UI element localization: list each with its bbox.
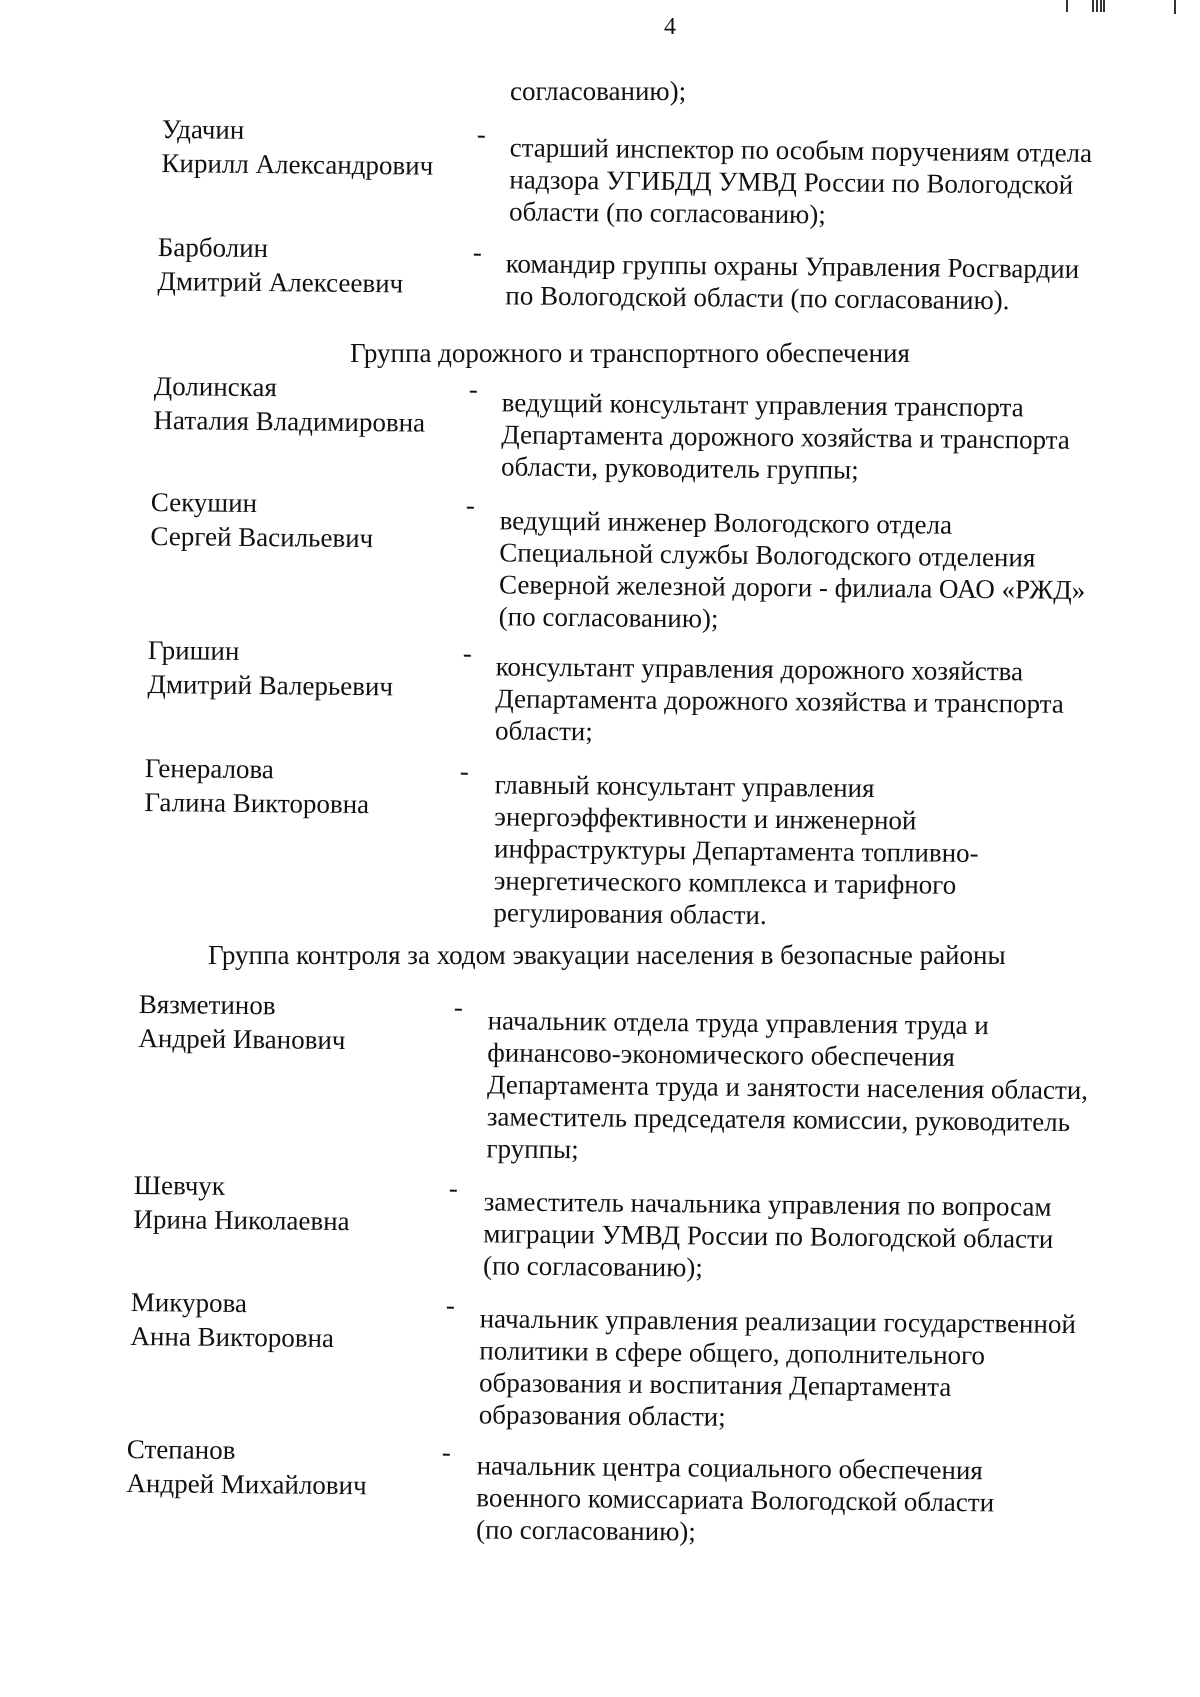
entry-dash: - [476, 119, 486, 150]
member-name [144, 751, 369, 821]
member-position: заместитель начальника управления по вопросам миграции УМВД России по Вологодской области (по согласованию); [482, 1186, 1054, 1283]
member-name [130, 1285, 334, 1355]
entry-dash: - [448, 1173, 458, 1204]
member-position: консультант управления дорожного хозяйства Департамента дорожного хозяйства и транспорта области; [494, 651, 1065, 747]
member-last-name: Вязметинов [138, 988, 276, 1021]
entry-dash: - [459, 756, 469, 787]
member-last-name: Степанов [126, 1433, 236, 1466]
member-last-name: Гришин [147, 634, 240, 666]
member-first-name: Дмитрий Валерьевич [147, 668, 394, 702]
member-name [133, 1168, 350, 1238]
entry-dash: - [453, 992, 463, 1023]
member-last-name: Секушин [150, 486, 258, 519]
continuation-text: согласованию); [510, 76, 687, 106]
scan-edge-marks [1062, 0, 1182, 14]
member-first-name: Андрей Иванович [138, 1022, 346, 1055]
member-name [157, 230, 403, 300]
member-last-name: Микурова [130, 1286, 248, 1319]
entry-dash: - [472, 237, 482, 268]
member-first-name: Анна Викторовна [130, 1320, 335, 1353]
member-first-name: Сергей Васильевич [150, 520, 374, 554]
member-first-name: Ирина Николаевна [133, 1203, 350, 1237]
entry-dash: - [468, 374, 478, 405]
member-name [138, 987, 346, 1057]
member-position: ведущий инженер Вологодского отдела Специальной службы Вологодского отделения Северной железной дороги - филиала ОАО «РЖД» (по согласованию); [498, 505, 1086, 634]
member-name [153, 369, 425, 440]
member-position: начальник центра социального обеспечения военного комиссариата Вологодской области (по согласованию); [475, 1450, 995, 1547]
member-position: начальник отдела труда управления труда и финансово-экономического обеспечения Департамента труда и занятости населения области, заместитель председателя комиссии, руководитель группы; [486, 1005, 1089, 1165]
member-position: начальник управления реализации государственной политики в сфере общего, дополнительного образования и воспитания Департамента образования области; [478, 1303, 1077, 1432]
member-first-name: Кирилл Александрович [161, 147, 434, 181]
member-name [147, 633, 393, 703]
member-name [126, 1432, 367, 1502]
member-first-name: Галина Викторовна [144, 786, 370, 820]
member-first-name: Андрей Михайлович [126, 1467, 367, 1501]
member-last-name: Шевчук [133, 1169, 226, 1201]
member-last-name: Барболин [157, 231, 269, 264]
member-position: главный консультант управления энергоэффективности и инженерной инфраструктуры Департамента топливно- энергетического комплекса и тарифного регулирования области. [493, 769, 979, 930]
member-name [150, 485, 373, 555]
member-position: ведущий консультант управления транспорта Департамента дорожного хозяйства и транспорта области, руководитель группы; [500, 387, 1071, 485]
member-entry [143, 751, 1200, 962]
member-position: старший инспектор по особым поручениям отдела надзора УГИБДД УМВД России по Вологодской области (по согласованию); [508, 132, 1093, 230]
section-heading: Группа дорожного и транспортного обеспечения [350, 338, 910, 368]
member-first-name: Наталия Владимировна [153, 404, 426, 438]
member-entry [125, 1432, 1200, 1643]
section-heading: Группа контроля за ходом эвакуации населения в безопасные районы [208, 940, 1006, 970]
entry-dash: - [445, 1290, 455, 1321]
member-last-name: Долинская [153, 370, 278, 403]
member-first-name: Дмитрий Алексеевич [157, 265, 404, 299]
page-number: 4 [664, 14, 676, 40]
member-position: командир группы охраны Управления Росгвардии по Вологодской области (по согласованию). [505, 248, 1080, 316]
member-last-name: Удачин [161, 113, 245, 145]
member-entry [137, 987, 1200, 1198]
entry-dash: - [441, 1437, 451, 1468]
entry-dash: - [465, 490, 475, 521]
member-last-name: Генералова [144, 752, 275, 785]
member-name [161, 112, 433, 183]
entry-dash: - [462, 638, 472, 669]
